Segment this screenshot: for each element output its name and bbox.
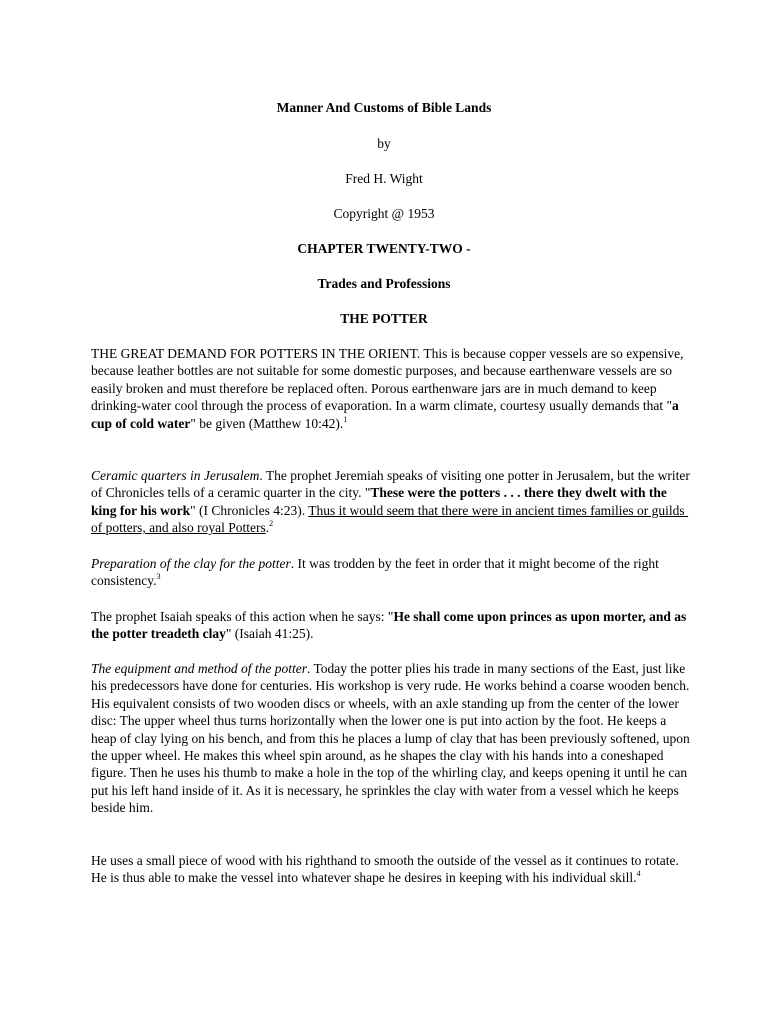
bold-quote: a cup of cold water <box>91 398 683 431</box>
paragraph-text: THE GREAT DEMAND FOR POTTERS IN THE ORIENT. This is because copper vessels are so expensive, because leather bottles are not suitable for some domestic purposes, and because earthenware vessels are so easily broken and must therefore be replaced often. Porous earthenware jars are in much demand to keep drinking-water cool through the process of evaporation. In a warm climate, courtesy usually demands that " <box>91 346 687 414</box>
footnote-marker: 3 <box>156 572 161 582</box>
subsection-heading: THE POTTER <box>340 311 428 326</box>
footnote-marker: 4 <box>636 869 641 879</box>
footnote-marker: 2 <box>269 519 274 529</box>
paragraph-text: . <box>265 520 270 536</box>
paragraph-equipment-method <box>91 660 694 817</box>
bold-quote: He shall come upon princes as upon morter, and as the potter treadeth clay <box>91 609 690 642</box>
paragraph-text: " (Isaiah 41:25). <box>225 626 314 642</box>
section-heading: Trades and Professions <box>317 276 451 291</box>
paragraph-text: . Today the potter plies his trade in many sections of the East, just like his predecessors have done for centuries. His workshop is very rude. He works behind a coarse wooden bench. His equivalent consists of two wooden discs or wheels, with an axle standing up from the center of the lower disc: The upper wheel thus turns horizontally when the lower one is put into action by the foot. He keeps a heap of clay lying on his bench, and from this he places a lump of clay that has been previously softened, upon the upper wheel. He makes this wheel spin around, as he shapes the clay with his hands into a coneshaped figure. Then he uses his thumb to make a hole in the top of the whirling clay, and keeps opening it until he can put his left hand inside of it. As it is necessary, he sprinkles the clay with water from a vessel which he keeps beside him. <box>91 661 694 816</box>
chapter-heading: CHAPTER TWENTY-TWO - <box>297 241 471 256</box>
document-title: Manner And Customs of Bible Lands <box>276 100 492 115</box>
bold-quote: These were the potters . . . there they dwelt with the king for his work <box>91 485 671 518</box>
paragraph-text: " be given (Matthew 10:42). <box>190 415 344 431</box>
paragraph-small-piece-of-wood <box>91 852 691 887</box>
paragraph-text: He uses a small piece of wood with his righthand to smooth the outside of the vessel as it continues to rotate. He is thus able to make the vessel into whatever shape he desires in keeping with his individual skill. <box>91 853 683 886</box>
paragraph-great-demand <box>91 345 691 432</box>
paragraph-text: " (I Chronicles 4:23). <box>190 502 309 518</box>
paragraph-isaiah-quote <box>91 608 691 643</box>
footnote-marker: 1 <box>343 414 348 424</box>
paragraph-text: The prophet Isaiah speaks of this action when he says: " <box>91 609 394 624</box>
copyright-line: Copyright @ 1953 <box>333 206 435 221</box>
author-name: Fred H. Wight <box>345 171 423 186</box>
paragraph-heading: Ceramic quarters in Jerusalem <box>91 468 260 483</box>
paragraph-ceramic-quarters <box>91 467 694 537</box>
paragraph-text: . It was trodden by the feet in order that it might become of the right consistency. <box>91 556 663 589</box>
paragraph-heading: Preparation of the clay for the potter <box>91 556 291 571</box>
byline: by <box>377 136 391 151</box>
paragraph-text: . The prophet Jeremiah speaks of visiting one potter in Jerusalem, but the writer of Chronicles tells of a ceramic quarter in the city. " <box>91 468 694 501</box>
underlined-text: Thus it would seem that there were in ancient times families or guilds of potters, and also royal Potters <box>91 502 689 536</box>
paragraph-heading: The equipment and method of the potter <box>91 661 307 676</box>
paragraph-preparation-of-clay <box>91 555 691 590</box>
